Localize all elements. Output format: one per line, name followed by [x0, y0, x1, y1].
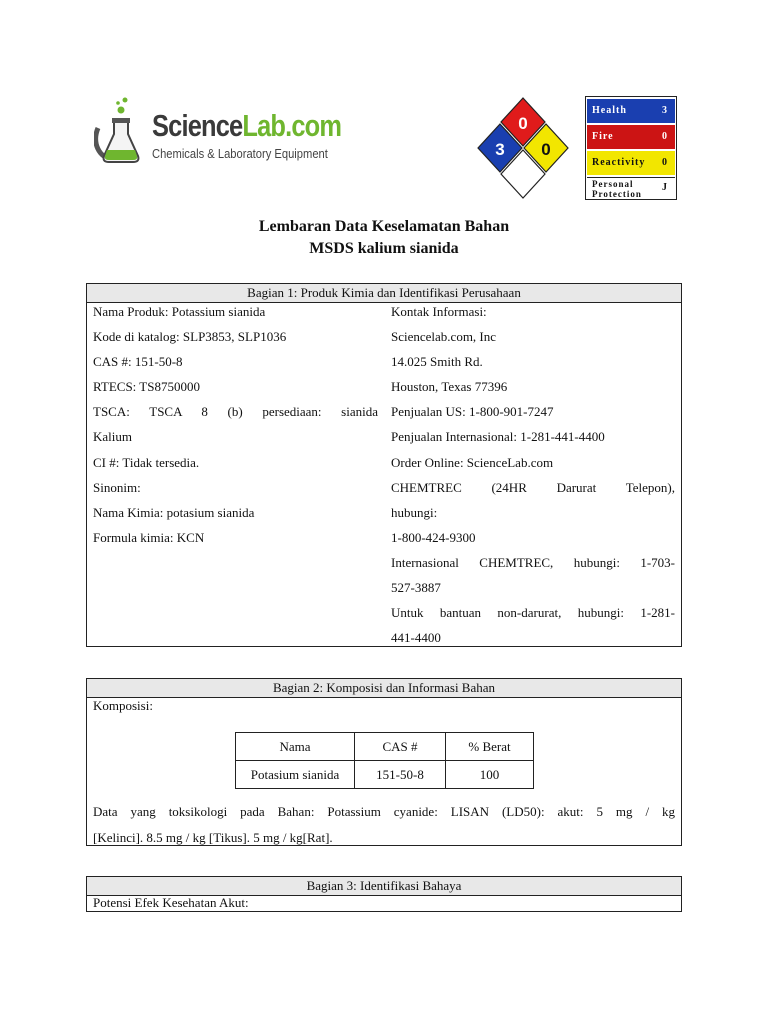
table-header-cell: % Berat — [446, 733, 534, 761]
sales-international: Penjualan Internasional: 1-281-441-4400 — [391, 429, 605, 444]
nfpa-reactivity-value: 0 — [541, 140, 551, 159]
company-name: Sciencelab.com, Inc — [391, 329, 497, 344]
toxicology-line-1: Data yang toksikologi pada Bahan: Potassium cyanide: LISAN (LD50): akut: 5 mg / kg — [93, 804, 675, 819]
section-3 — [86, 876, 682, 912]
section-2 — [86, 678, 682, 846]
chemtrec-phone: 1-800-424-9300 — [391, 530, 476, 545]
company-street: 14.025 Smith Rd. — [391, 354, 483, 369]
hmis-protection-row: Personal Protection J — [587, 177, 675, 198]
composition-label: Komposisi: — [93, 698, 153, 713]
table-row — [236, 761, 534, 789]
sciencelab-logo — [94, 94, 342, 170]
table-cell: Potasium sianida — [236, 761, 355, 789]
chemtrec-line-2: hubungi: — [391, 505, 438, 520]
catalog-code: Kode di katalog: SLP3853, SLP1036 — [93, 329, 287, 344]
product-name: Nama Produk: Potassium sianida — [93, 304, 266, 319]
nonemergency-line-2: 441-4400 — [391, 630, 441, 645]
table-header-row — [236, 733, 534, 761]
document-title: Lembaran Data Keselamatan Bahan — [258, 218, 510, 235]
section-1-header: Bagian 1: Produk Kimia dan Identifikasi Perusahaan — [87, 284, 681, 303]
section-3-header: Bagian 3: Identifikasi Bahaya — [87, 877, 681, 896]
nonemergency-line-1: Untuk bantuan non-darurat, hubungi: 1-281- — [391, 605, 675, 620]
section-1 — [86, 283, 682, 647]
nfpa-fire-value: 0 — [518, 114, 528, 133]
tsca-line-2: Kalium — [93, 429, 132, 444]
hmis-fire-row: Fire 0 — [587, 125, 675, 149]
order-online: Order Online: ScienceLab.com — [391, 455, 554, 470]
logo-wordmark: ScienceLab.com — [152, 108, 342, 143]
rtecs-number: RTECS: TS8750000 — [93, 379, 200, 394]
intl-chemtrec-line-1: Internasional CHEMTREC, hubungi: 1-703- — [391, 555, 675, 570]
composition-table — [235, 732, 534, 789]
hmis-reactivity-row: Reactivity 0 — [587, 151, 675, 175]
nfpa-health-value: 3 — [495, 140, 505, 159]
chemical-formula: Formula kimia: KCN — [93, 530, 205, 545]
table-cell: 151-50-8 — [355, 761, 446, 789]
company-city: Houston, Texas 77396 — [391, 379, 508, 394]
intl-chemtrec-line-2: 527-3887 — [391, 580, 441, 595]
section-2-header: Bagian 2: Komposisi dan Informasi Bahan — [87, 679, 681, 698]
hmis-protection-label: Personal Protection — [592, 179, 642, 199]
ci-number: CI #: Tidak tersedia. — [93, 455, 200, 470]
logo-subtitle: Chemicals & Laboratory Equipment — [152, 146, 328, 161]
sales-us: Penjualan US: 1-800-901-7247 — [391, 404, 554, 419]
document-subtitle: MSDS kalium sianida — [309, 240, 459, 257]
contact-info-label: Kontak Informasi: — [391, 304, 487, 319]
hmis-label — [585, 96, 677, 200]
tsca-line-1: TSCA: TSCA 8 (b) persediaan: sianida — [93, 404, 378, 419]
synonym: Sinonim: — [93, 480, 141, 495]
cas-number: CAS #: 151-50-8 — [93, 354, 183, 369]
toxicology-line-2: [Kelinci]. 8.5 mg / kg [Tikus]. 5 mg / kg[Rat]. — [93, 830, 333, 845]
chemtrec-line-1: CHEMTREC (24HR Darurat Telepon), — [391, 480, 675, 495]
table-cell: 100 — [446, 761, 534, 789]
chemical-name: Nama Kimia: potasium sianida — [93, 505, 255, 520]
acute-health-effects: Potensi Efek Kesehatan Akut: — [93, 895, 249, 910]
hmis-health-row: Health 3 — [587, 99, 675, 123]
table-header-cell: Nama — [236, 733, 355, 761]
table-header-cell: CAS # — [355, 733, 446, 761]
flask-icon — [94, 94, 150, 170]
nfpa-diamond — [477, 97, 569, 203]
